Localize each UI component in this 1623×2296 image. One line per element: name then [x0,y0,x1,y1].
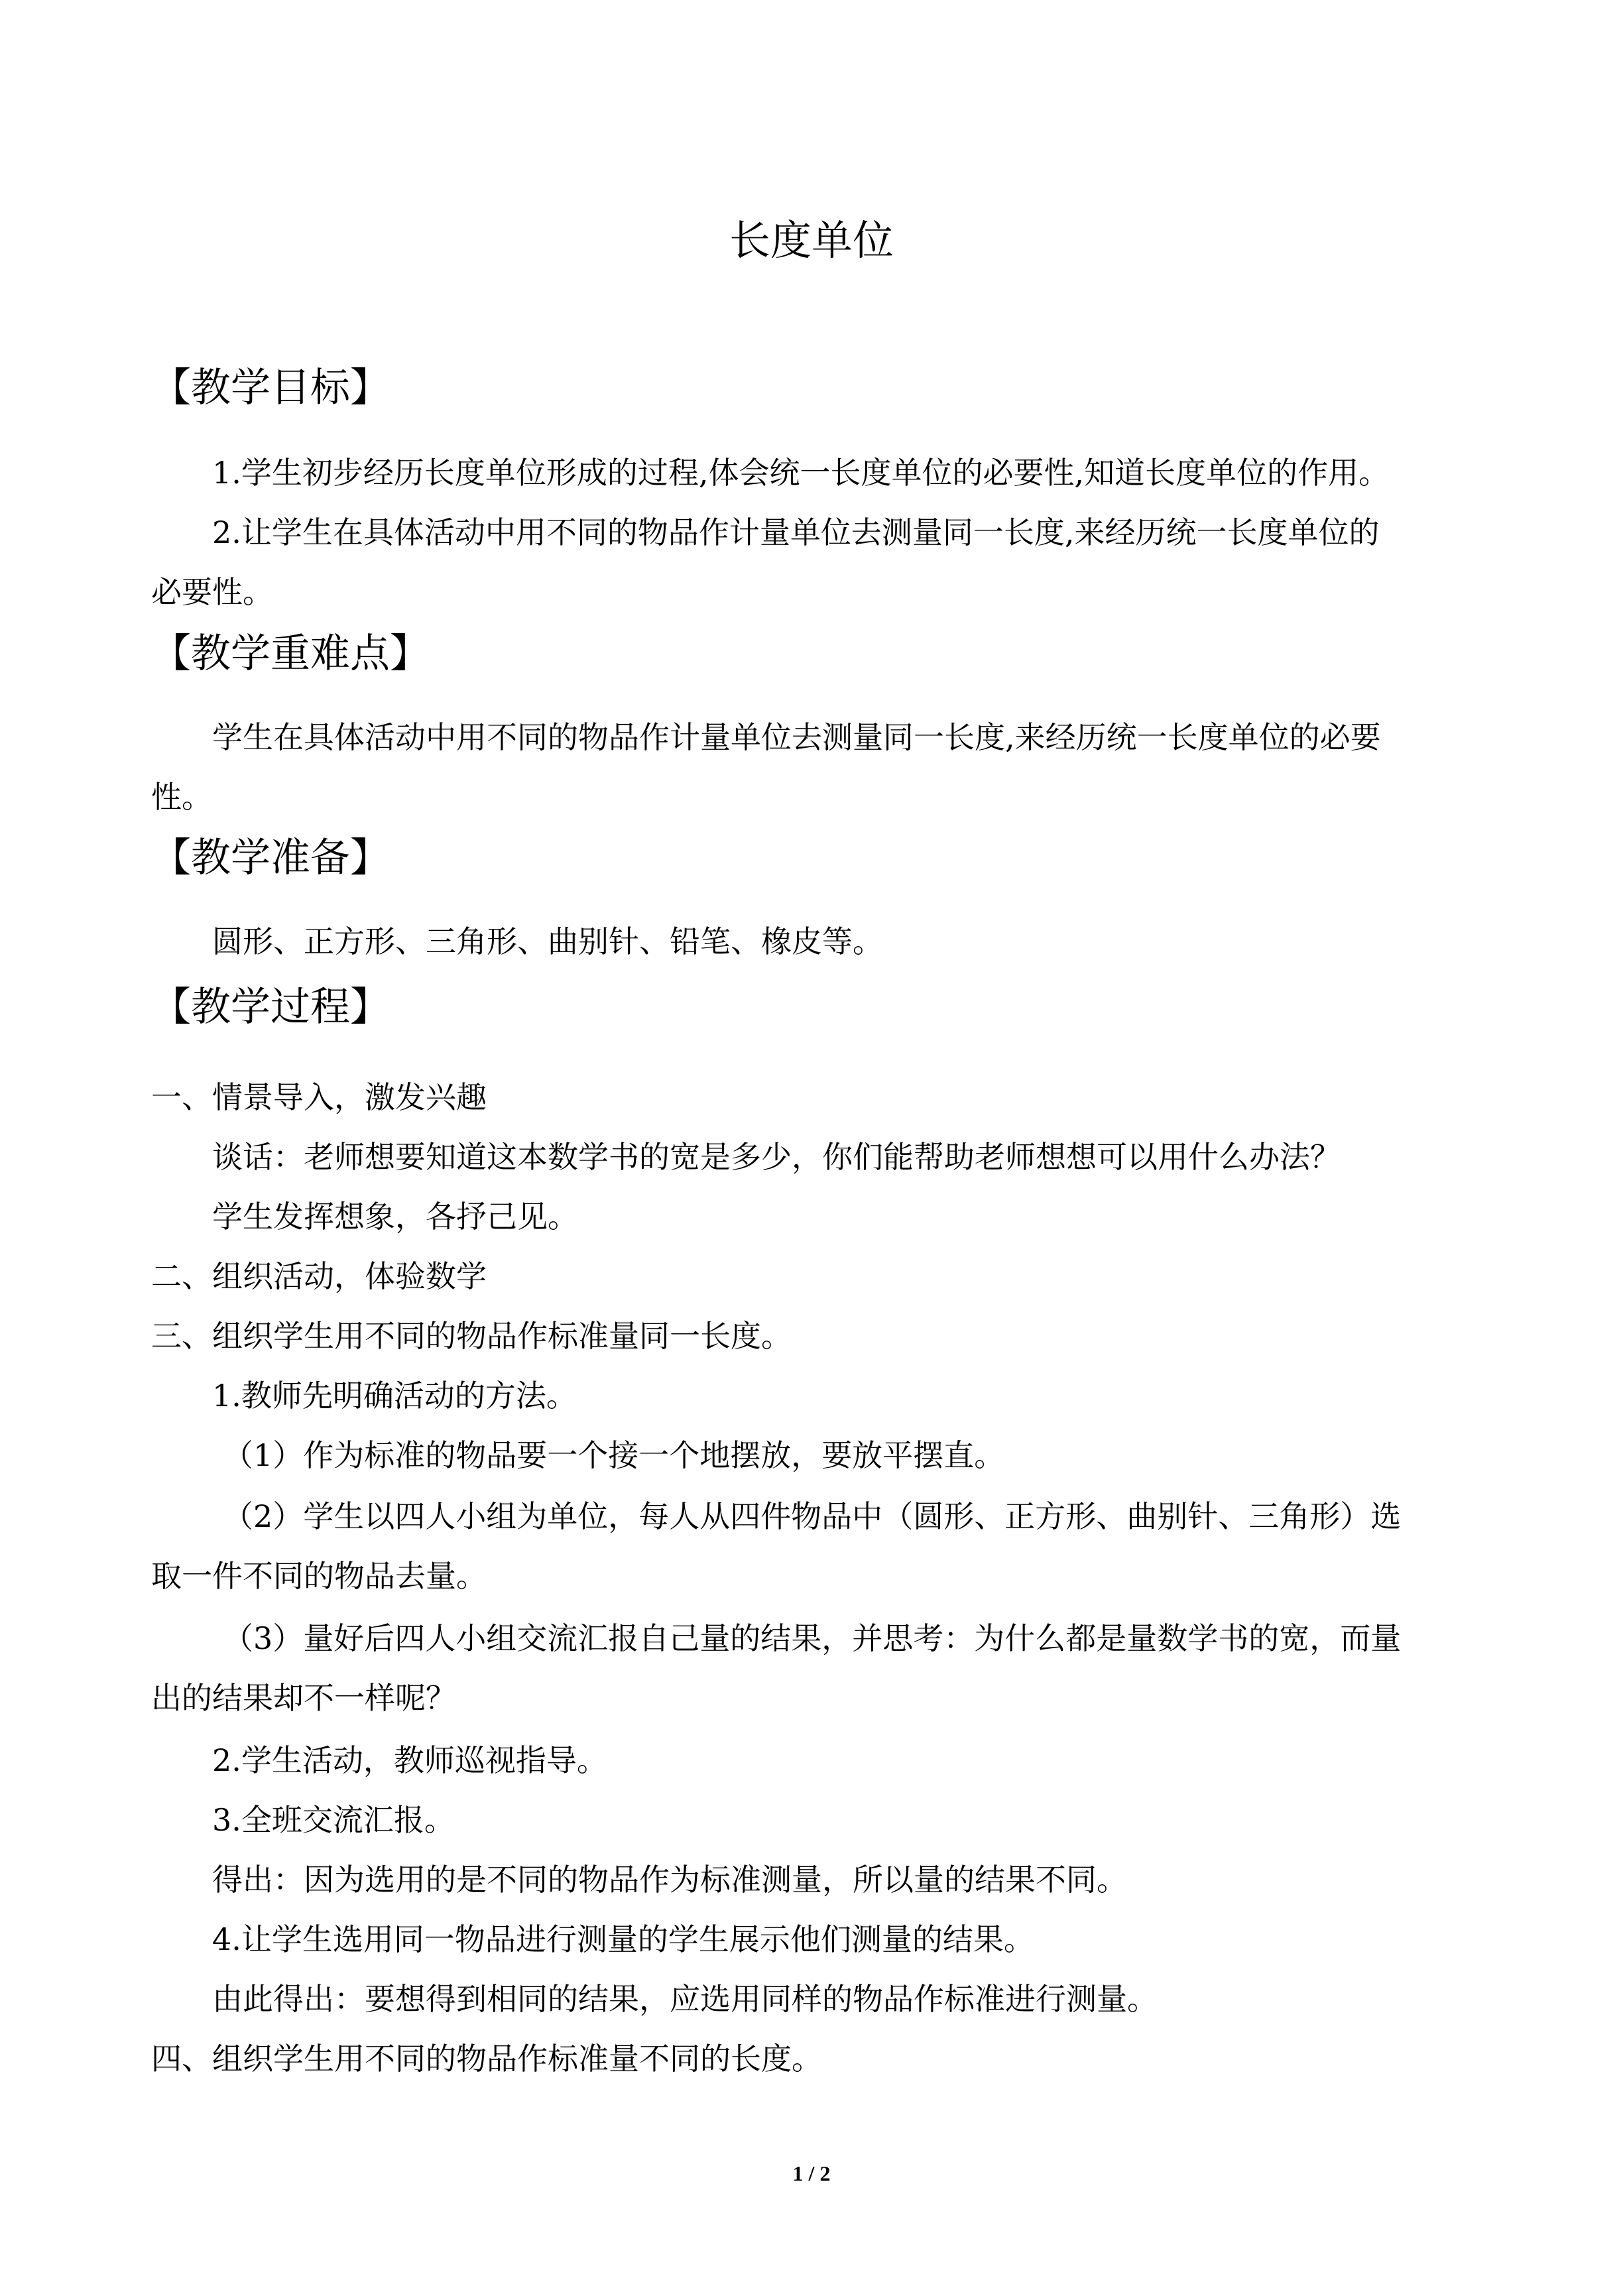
heading-key-points: 【教学重难点】 [151,631,430,677]
process-step-3-1-c-line-2: 出的结果却不一样呢？ [151,1680,456,1716]
key-points-line-1: 学生在具体活动中用不同的物品作计量单位去测量同一长度,来经历统一长度单位的必要 [212,719,1381,755]
process-step-1-title: 一、情景导入，激发兴趣 [151,1079,487,1115]
objective-item-1: 1.学生初步经历长度单位形成的过程,体会统一长度单位的必要性,知道长度单位的作用。 [212,455,1390,491]
heading-preparation: 【教学准备】 [151,835,390,881]
page-number: 1 / 2 [792,2161,831,2185]
process-step-3-4: 4.让学生选用同一物品进行测量的学生展示他们测量的结果。 [212,1921,1034,1957]
objective-item-2-line-1: 2.让学生在具体活动中用不同的物品作计量单位去测量同一长度,来经历统一长度单位的 [212,514,1380,550]
document-title: 长度单位 [729,216,894,265]
key-points-line-2: 性。 [151,779,212,815]
process-step-3-3-result: 得出：因为选用的是不同的物品作为标准测量，所以量的结果不同。 [212,1862,1127,1898]
heading-objectives: 【教学目标】 [151,365,390,411]
process-step-3-1-b-line-2: 取一件不同的物品去量。 [151,1558,487,1594]
heading-process: 【教学过程】 [151,984,390,1030]
process-step-3-2: 2.学生活动，教师巡视指导。 [212,1742,607,1778]
process-step-3-1-c-line-1: （3）量好后四人小组交流汇报自己量的结果，并思考：为什么都是量数学书的宽，而量 [223,1620,1402,1656]
process-step-3-1-a: （1）作为标准的物品要一个接一个地摆放，要放平摆直。 [223,1437,1005,1473]
process-step-2-title: 二、组织活动，体验数学 [151,1258,487,1294]
objective-item-2-line-2: 必要性。 [151,574,273,610]
process-step-1-talk: 谈话：老师想要知道这本数学书的宽是多少，你们能帮助老师想想可以用什么办法？ [212,1139,1341,1175]
process-step-3-1-b-line-1: （2）学生以四人小组为单位，每人从四件物品中（圆形、正方形、曲别针、三角形）选 [223,1498,1402,1534]
process-step-3-title: 三、组织学生用不同的物品作标准量同一长度。 [151,1318,792,1354]
preparation-text: 圆形、正方形、三角形、曲别针、铅笔、橡皮等。 [212,924,883,959]
process-step-3-4-result: 由此得出：要想得到相同的结果，应选用同样的物品作标准进行测量。 [212,1981,1158,2017]
process-step-3-1: 1.教师先明确活动的方法。 [212,1378,577,1414]
process-step-4-title: 四、组织学生用不同的物品作标准量不同的长度。 [151,2041,822,2077]
process-step-3-3: 3.全班交流汇报。 [212,1802,455,1838]
process-step-1-response: 学生发挥想象，各抒己见。 [212,1199,578,1235]
